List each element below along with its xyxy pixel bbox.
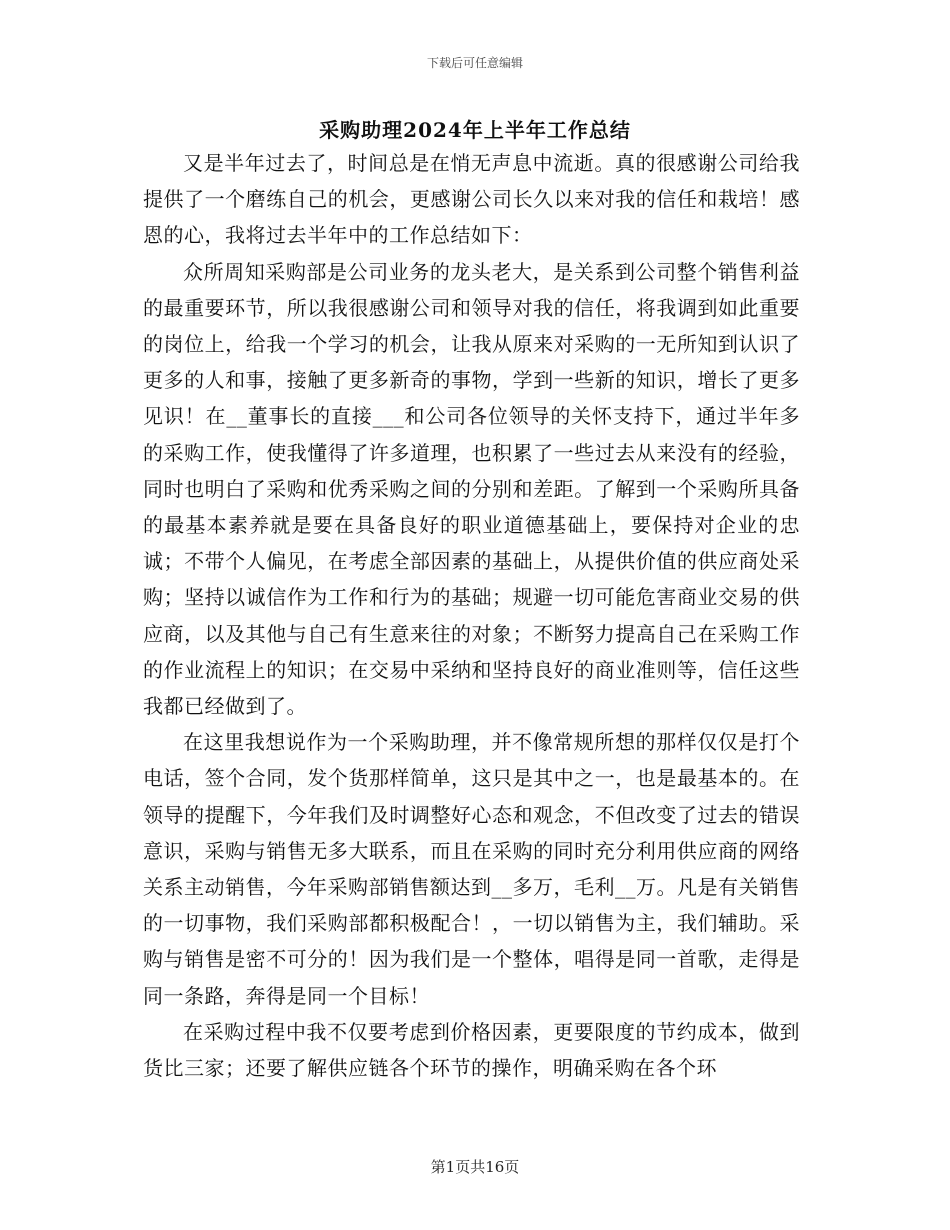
page-header-note: 下载后可任意编辑 <box>426 56 523 70</box>
document-title: 采购助理2024年上半年工作总结 <box>319 118 631 142</box>
paragraph-3: 在这里我想说作为一个采购助理，并不像常规所想的那样仅仅是打个电话，签个合同，发个货那样简单，这只是其中之一，也是最基本的。在领导的提醒下，今年我们及时调整好心态和观念，不但改变了过去的错误意识，采购与销售无多大联系，而且在采购的同时充分利用供应商的网络关系主动销售，今年采购部销售额达到__多万，毛利__万。凡是有关销售的一切事物，我们采购部都积极配合！，一切以销售为主，我们辅助。采购与销售是密不可分的！因为我们是一个整体，唱得是同一首歌，走得是同一条路，奔得是同一个目标！ <box>143 730 800 1008</box>
document-body <box>143 145 800 1086</box>
paragraph-1: 又是半年过去了，时间总是在悄无声息中流逝。真的很感谢公司给我提供了一个磨练自己的机会，更感谢公司长久以来对我的信任和栽培！感恩的心，我将过去半年中的工作总结如下： <box>143 151 800 248</box>
page-number-indicator: 第1页共16页 <box>430 1158 520 1176</box>
paragraph-2: 众所周知采购部是公司业务的龙头老大，是关系到公司整个销售利益的最重要环节，所以我很感谢公司和领导对我的信任，将我调到如此重要的岗位上，给我一个学习的机会，让我从原来对采购的一无所知到认识了更多的人和事，接触了更多新奇的事物，学到一些新的知识，增长了更多见识！在__董事长的直接___和公司各位领导的关怀支持下，通过半年多的采购工作，使我懂得了许多道理，也积累了一些过去从来没有的经验，同时也明白了采购和优秀采购之间的分别和差距。了解到一个采购所具备的最基本素养就是要在具备良好的职业道德基础上，要保持对企业的忠诚；不带个人偏见，在考虑全部因素的基础上，从提供价值的供应商处采购；坚持以诚信作为工作和行为的基础；规避一切可能危害商业交易的供应商，以及其他与自己有生意来往的对象；不断努力提高自己在采购工作的作业流程上的知识；在交易中采纳和坚持良好的商业准则等，信任这些我都已经做到了。 <box>143 259 800 719</box>
paragraph-4: 在采购过程中我不仅要考虑到价格因素，更要限度的节约成本，做到货比三家；还要了解供应链各个环节的操作，明确采购在各个环 <box>143 1019 800 1081</box>
